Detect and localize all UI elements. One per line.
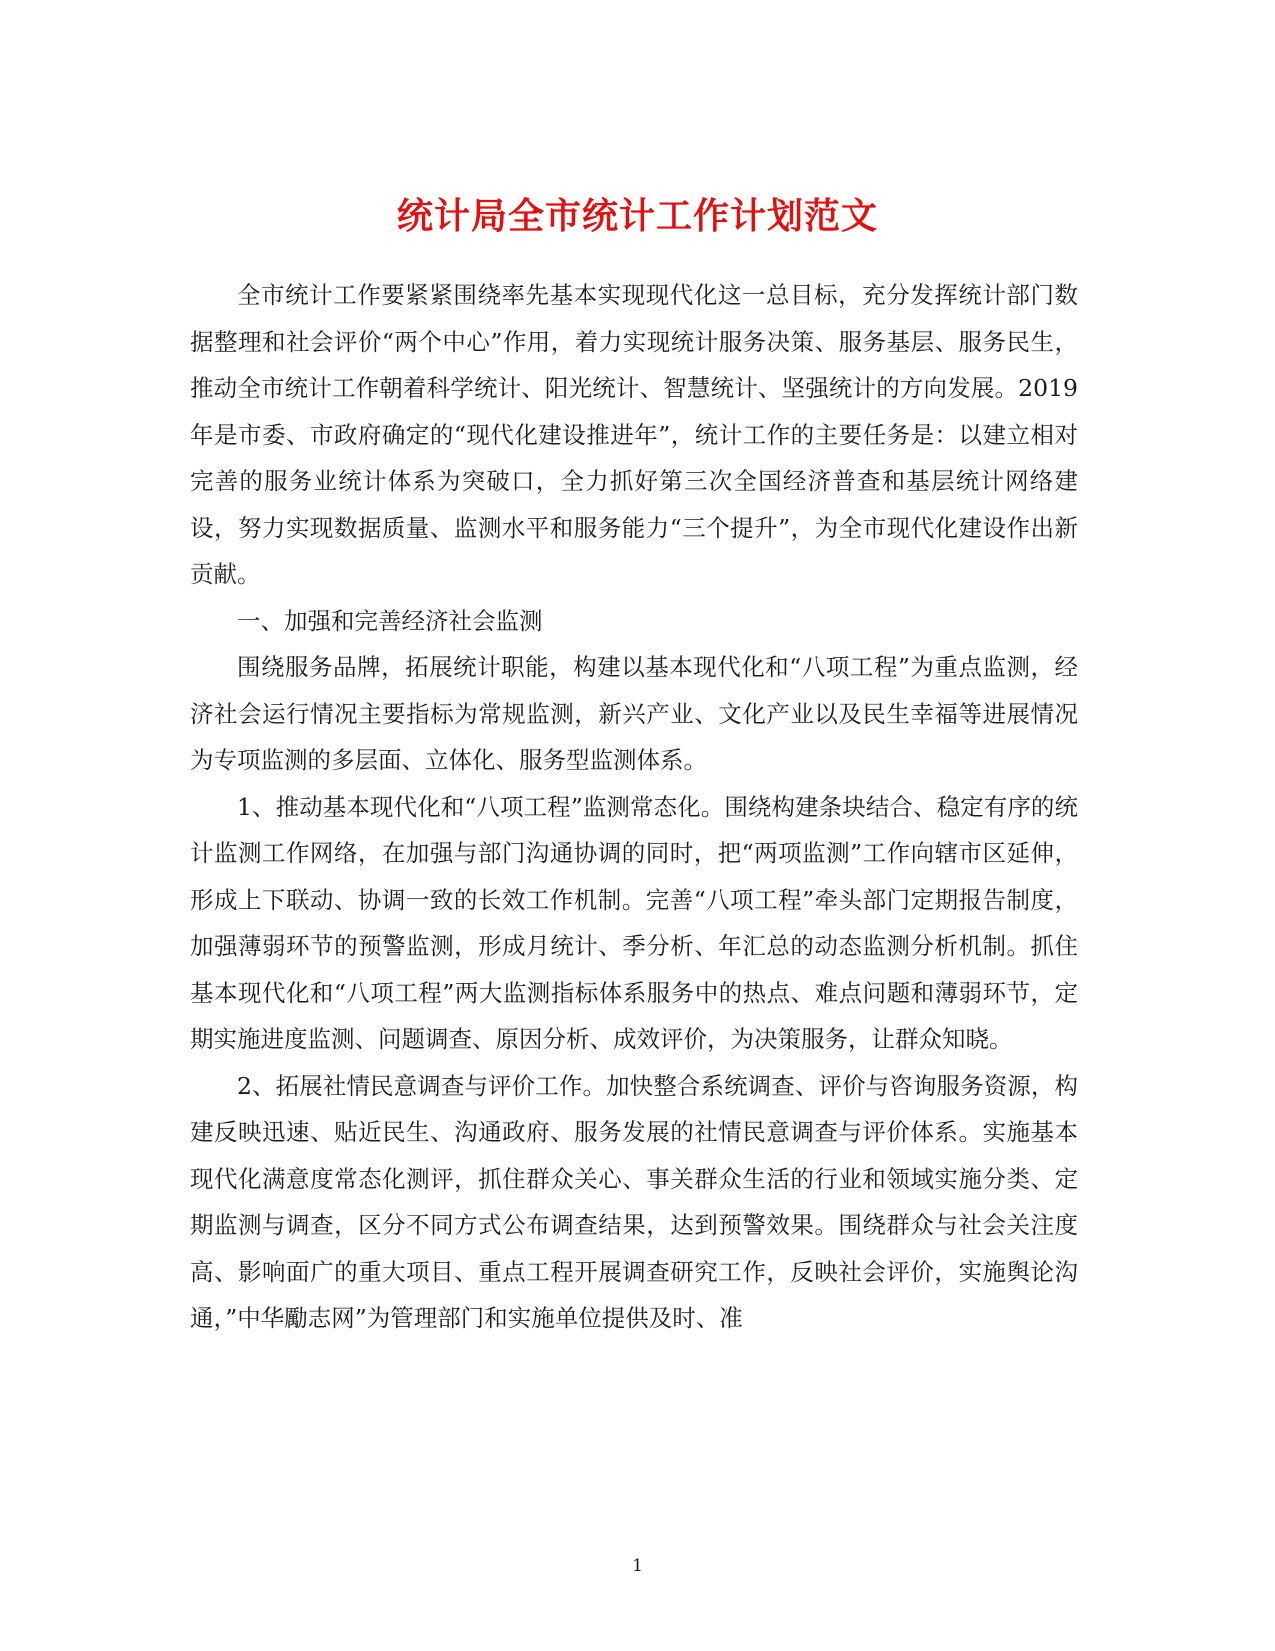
- section-1-paragraph: 围绕服务品牌，拓展统计职能，构建以基本现代化和“八项工程”为重点监测，经济社会运行情况主要指标为常规监测，新兴产业、文化产业以及民生幸福等进展情况为专项监测的多层面、立体化、服务型监测体系。: [190, 653, 1078, 774]
- document-title: 统计局全市统计工作计划范文: [396, 195, 878, 238]
- item-2-paragraph: 2、拓展社情民意调查与评价工作。加快整合系统调查、评价与咨询服务资源，构建反映迅速、贴近民生、沟通政府、服务发展的社情民意调查与评价体系。实施基本现代化满意度常态化测评，抓住群众关心、事关群众生活的行业和领域实施分类、定期监测与调查，区分不同方式公布调查结果，达到预警效果。围绕群众与社会关注度高、影响面广的重大项目、重点工程开展调查研究工作，反映社会评价，实施舆论沟通，”中华勵志网”为管理部门和实施单位提供及时、准: [190, 1071, 1078, 1332]
- document-body: [190, 272, 1078, 1342]
- section-heading-1: 一、加强和完善经济社会监测: [237, 606, 543, 635]
- item-1-paragraph: 1、推动基本现代化和“八项工程”监测常态化。围绕构建条块结合、稳定有序的统计监测工作网络，在加强与部门沟通协调的同时，把“两项监测”工作向辖市区延伸，形成上下联动、协调一致的长效工作机制。完善“八项工程”牵头部门定期报告制度，加强薄弱环节的预警监测，形成月统计、季分析、年汇总的动态监测分析机制。抓住基本现代化和“八项工程”两大监测指标体系服务中的热点、难点问题和薄弱环节，定期实施进度监测、问题调查、原因分析、成效评价，为决策服务，让群众知晓。: [190, 792, 1078, 1053]
- intro-paragraph: 全市统计工作要紧紧围绕率先基本实现现代化这一总目标，充分发挥统计部门数据整理和社会评价“两个中心”作用，着力实现统计服务决策、服务基层、服务民生，推动全市统计工作朝着科学统计、阳光统计、智慧统计、坚强统计的方向发展。2019年是市委、市政府确定的“现代化建设推进年”，统计工作的主要任务是：以建立相对完善的服务业统计体系为突破口，全力抓好第三次全国经济普查和基层统计网络建设，努力实现数据质量、监测水平和服务能力“三个提升”，为全市现代化建设作出新贡献。: [190, 281, 1078, 588]
- page-number: 1: [632, 1556, 643, 1576]
